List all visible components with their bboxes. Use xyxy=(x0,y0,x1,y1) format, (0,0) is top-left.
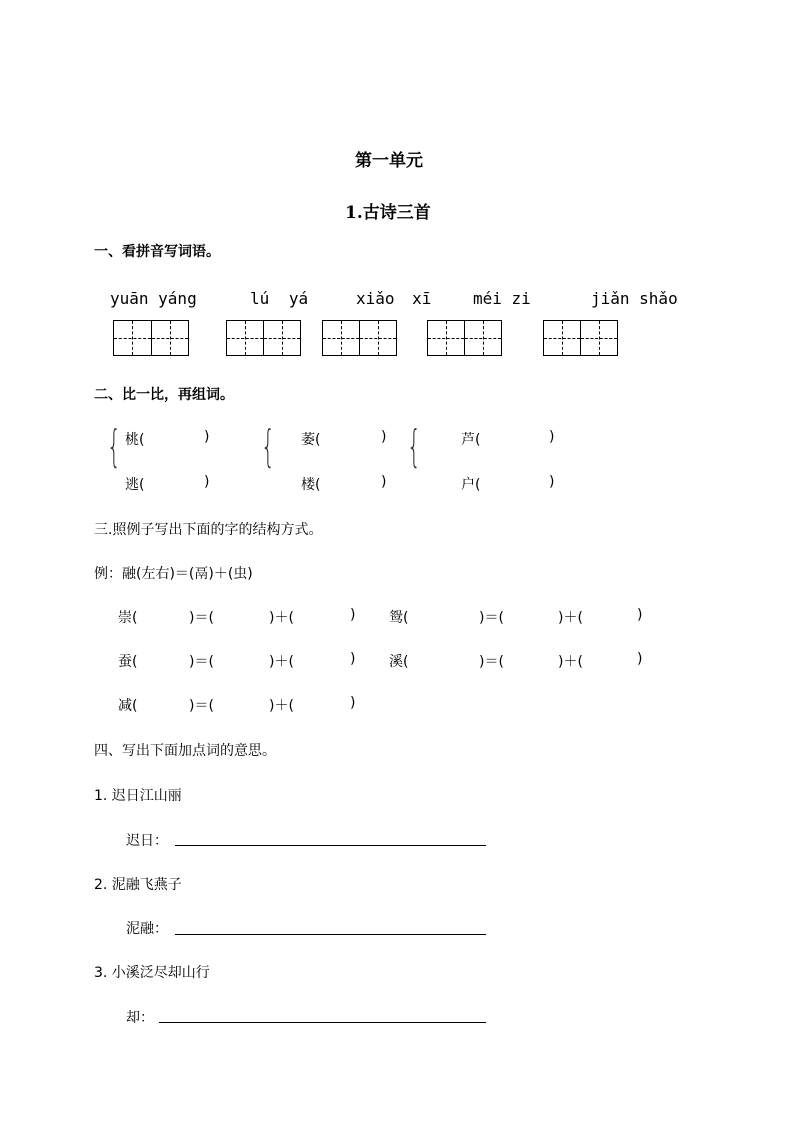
brace-icon: { xyxy=(407,421,421,472)
structure-char-1: 崇( xyxy=(118,610,138,626)
equals-sign: )＝( xyxy=(479,610,504,626)
tianzige-5[interactable] xyxy=(543,320,618,356)
tianzige-1[interactable] xyxy=(113,320,189,356)
poem-line-1: 1. 迟日江山丽 xyxy=(94,788,182,804)
pinyin-5: jiǎn shǎo xyxy=(591,289,678,308)
tianzige-2[interactable] xyxy=(226,320,301,356)
brace-icon: { xyxy=(261,421,275,472)
close-paren: ) xyxy=(204,429,210,445)
equals-sign: )＝( xyxy=(189,698,214,714)
structure-char-2: 鸳( xyxy=(389,610,409,626)
close-paren: ) xyxy=(350,651,356,667)
section3-title: 三.照例子写出下面的字的结构方式。 xyxy=(94,522,323,538)
structure-char-4: 溪( xyxy=(389,654,409,670)
structure-char-5: 减( xyxy=(118,698,138,714)
compare-char-5: 芦( xyxy=(461,432,481,448)
poem-line-2: 2. 泥融飞燕子 xyxy=(94,877,182,893)
word-label-3: 却： xyxy=(126,1010,154,1026)
poem-line-3: 3. 小溪泛尽却山行 xyxy=(94,965,210,981)
pinyin-4: méi zi xyxy=(473,289,531,308)
word-label-1: 迟日： xyxy=(126,833,168,849)
plus-sign: )＋( xyxy=(269,654,294,670)
plus-sign: )＋( xyxy=(558,610,583,626)
close-paren: ) xyxy=(350,695,356,711)
plus-sign: )＋( xyxy=(558,654,583,670)
close-paren: ) xyxy=(381,474,387,490)
answer-line-1[interactable] xyxy=(175,845,486,846)
close-paren: ) xyxy=(350,607,356,623)
compare-char-4: 楼( xyxy=(301,477,321,493)
pinyin-1: yuān yáng xyxy=(110,289,197,308)
compare-char-1: 桃( xyxy=(125,432,145,448)
close-paren: ) xyxy=(381,429,387,445)
close-paren: ) xyxy=(637,651,643,667)
equals-sign: )＝( xyxy=(189,610,214,626)
section2-title: 二、比一比，再组词。 xyxy=(94,387,234,403)
close-paren: ) xyxy=(549,474,555,490)
answer-line-3[interactable] xyxy=(159,1022,486,1023)
equals-sign: )＝( xyxy=(479,654,504,670)
tianzige-4[interactable] xyxy=(427,320,502,356)
equals-sign: )＝( xyxy=(189,654,214,670)
close-paren: ) xyxy=(204,474,210,490)
word-label-2: 泥融： xyxy=(126,921,168,937)
section1-title: 一、看拼音写词语。 xyxy=(94,244,220,260)
pinyin-3: xiǎo xī xyxy=(356,289,432,308)
brace-icon: { xyxy=(107,421,121,472)
compare-char-3: 萎( xyxy=(301,432,321,448)
plus-sign: )＋( xyxy=(269,610,294,626)
section4-title: 四、写出下面加点词的意思。 xyxy=(94,743,276,759)
structure-example: 例：融(左右)＝(鬲)＋(虫) xyxy=(94,566,253,582)
compare-char-6: 户( xyxy=(461,477,481,493)
pinyin-2: lú yá xyxy=(250,289,309,308)
close-paren: ) xyxy=(637,607,643,623)
structure-char-3: 蚕( xyxy=(118,654,138,670)
unit-title: 第一单元 xyxy=(355,151,423,171)
compare-char-2: 逃( xyxy=(125,477,145,493)
lesson-title: 1.古诗三首 xyxy=(345,203,431,223)
plus-sign: )＋( xyxy=(269,698,294,714)
tianzige-3[interactable] xyxy=(322,320,397,356)
close-paren: ) xyxy=(549,429,555,445)
answer-line-2[interactable] xyxy=(175,934,486,935)
